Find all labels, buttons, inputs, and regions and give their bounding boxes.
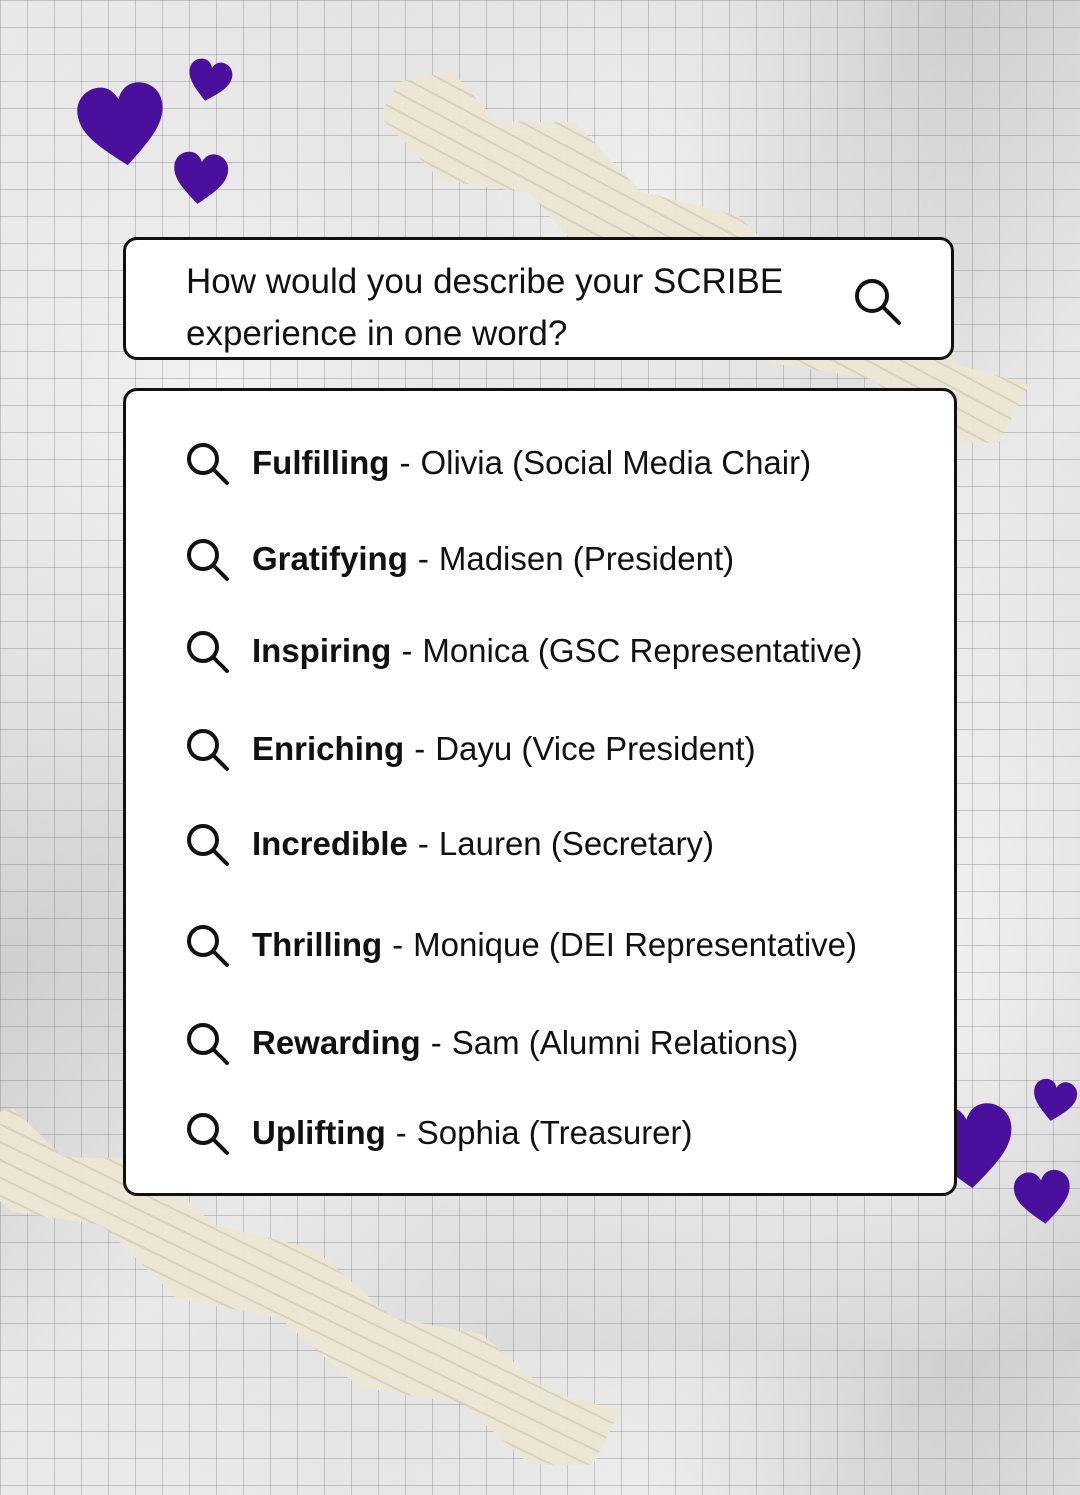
result-person: Olivia (Social Media Chair)	[420, 444, 812, 481]
magnifier-icon	[184, 1020, 230, 1066]
separator: -	[414, 730, 426, 767]
magnifier-icon	[184, 536, 230, 582]
result-word: Fulfilling	[252, 444, 390, 481]
separator: -	[401, 632, 413, 669]
result-person: Sam (Alumni Relations)	[451, 1024, 799, 1061]
separator: -	[399, 444, 411, 481]
result-item-uplifting[interactable]	[184, 1108, 693, 1158]
search-question: How would you describe your SCRIBE experience in one word?	[186, 262, 784, 353]
separator: -	[395, 1114, 407, 1151]
result-item-enriching[interactable]	[184, 724, 756, 774]
magnifier-icon	[184, 726, 230, 772]
magnifier-icon	[184, 821, 230, 867]
heart-icon	[1026, 1074, 1080, 1130]
magnifier-icon[interactable]	[851, 275, 903, 327]
separator: -	[417, 825, 429, 862]
result-item-fulfilling[interactable]	[184, 438, 811, 488]
heart-icon	[167, 147, 233, 213]
heart-icon	[69, 74, 176, 181]
result-word: Rewarding	[252, 1024, 421, 1061]
result-person: Dayu (Vice President)	[435, 730, 756, 767]
search-bar[interactable]	[123, 237, 954, 360]
result-person: Lauren (Secretary)	[438, 825, 715, 862]
result-item-inspiring[interactable]	[184, 626, 863, 676]
result-person: Monica (GSC Representative)	[422, 632, 863, 669]
result-word: Incredible	[252, 825, 408, 862]
magnifier-icon	[184, 628, 230, 674]
result-person: Monique (DEI Representative)	[413, 926, 858, 963]
result-word: Uplifting	[252, 1114, 386, 1151]
magnifier-icon	[184, 922, 230, 968]
result-word: Thrilling	[252, 926, 383, 963]
result-word: Gratifying	[252, 540, 408, 577]
result-item-thrilling[interactable]	[184, 920, 857, 970]
result-person: Madisen (President)	[438, 540, 735, 577]
result-item-incredible[interactable]	[184, 819, 714, 869]
result-item-rewarding[interactable]	[184, 1018, 798, 1068]
result-item-gratifying[interactable]	[184, 534, 734, 584]
result-word: Enriching	[252, 730, 405, 767]
result-person: Sophia (Treasurer)	[416, 1114, 693, 1151]
heart-icon	[181, 54, 238, 111]
separator: -	[392, 926, 404, 963]
magnifier-icon	[184, 1110, 230, 1156]
search-results-panel	[123, 388, 957, 1196]
separator: -	[430, 1024, 442, 1061]
heart-icon	[1009, 1165, 1077, 1233]
separator: -	[417, 540, 429, 577]
result-word: Inspiring	[252, 632, 392, 669]
magnifier-icon	[184, 440, 230, 486]
